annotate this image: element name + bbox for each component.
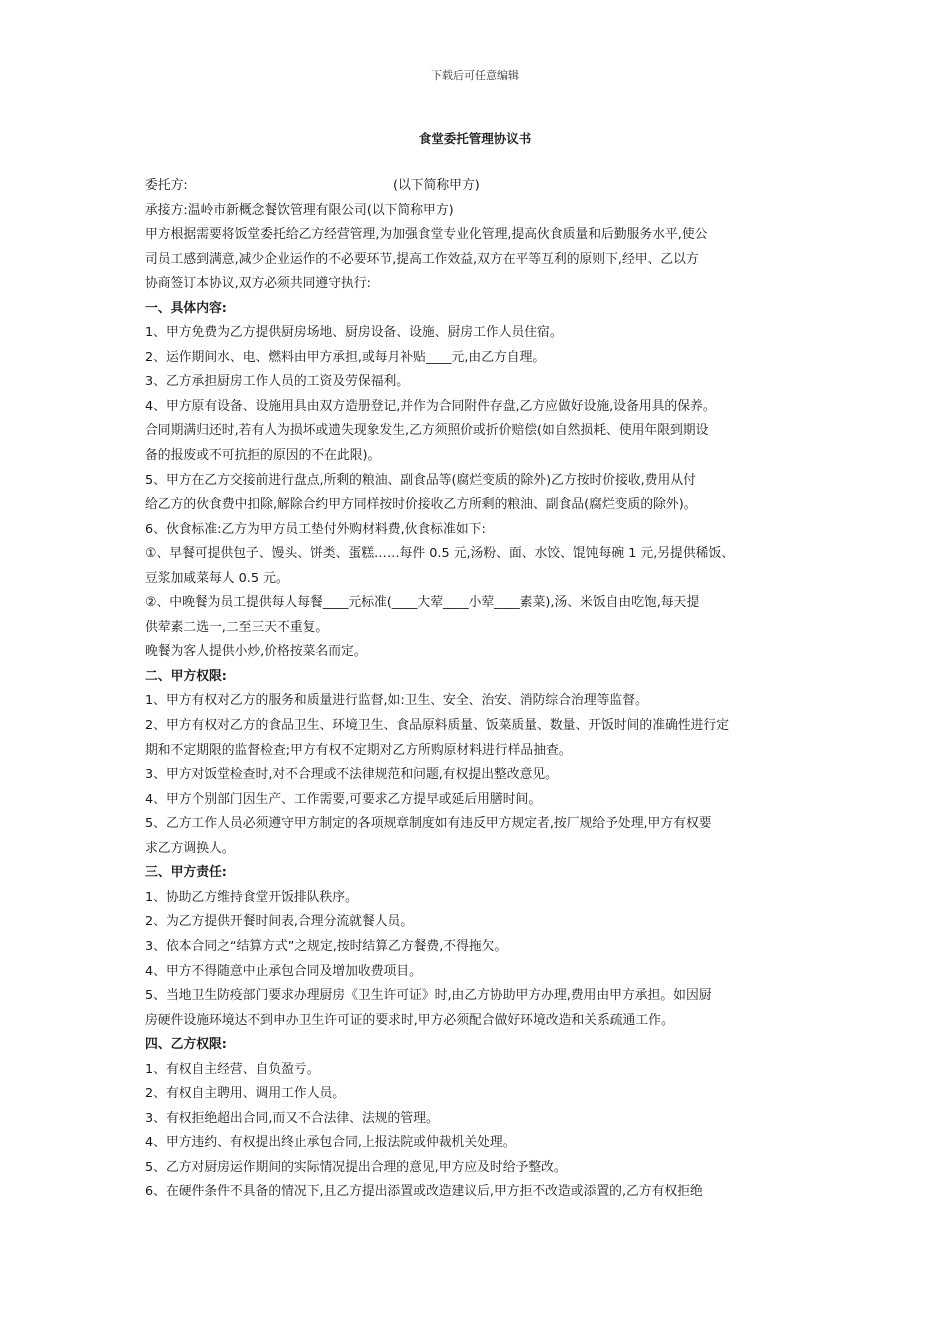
paragraph-line: 3、依本合同之“结算方式”之规定,按时结算乙方餐费,不得拖欠。 (145, 938, 508, 954)
paragraph-line: 房硬件设施环境达不到申办卫生许可证的要求时,甲方必须配合做好环境改造和关系疏通工作。 (145, 1012, 674, 1028)
paragraph-line: 供荤素二选一,二至三天不重复。 (145, 619, 329, 635)
paragraph-line: 3、甲方对饭堂检查时,对不合理或不法律规范和问题,有权提出整改意见。 (145, 767, 558, 783)
section-heading: 四、乙方权限: (145, 1037, 227, 1053)
client-note: (以下简称甲方) (393, 178, 480, 193)
header-note: 下载后可任意编辑 (431, 69, 519, 82)
paragraph-line: 6、伙食标准:乙方为甲方员工垫付外购材料费,伙食标准如下: (145, 521, 486, 537)
paragraph-line: 5、甲方在乙方交接前进行盘点,所剩的粮油、副食品等(腐烂变质的除外)乙方按时价接收,费用从付 (145, 472, 696, 488)
paragraph-line: 2、为乙方提供开餐时间表,合理分流就餐人员。 (145, 914, 414, 930)
paragraph-line: 1、甲方有权对乙方的服务和质量进行监督,如:卫生、安全、治安、消防综合治理等监督。 (145, 693, 648, 709)
paragraph-line: 5、乙方对厨房运作期间的实际情况提出合理的意见,甲方应及时给予整改。 (145, 1159, 567, 1175)
paragraph-line: 1、有权自主经营、自负盈亏。 (145, 1061, 320, 1077)
paragraph-line: 4、甲方不得随意中止承包合同及增加收费项目。 (145, 963, 422, 979)
paragraph-line: 5、当地卫生防疫部门要求办理厨房《卫生许可证》时,由乙方协助甲方办理,费用由甲方承担。如因厨 (145, 988, 712, 1004)
paragraph-line: 求乙方调换人。 (145, 840, 235, 856)
client-label: 委托方: (145, 178, 188, 193)
paragraph-line: 期和不定期限的监督检查;甲方有权不定期对乙方所购原材料进行样品抽查。 (145, 742, 572, 758)
paragraph-line: 司员工感到满意,减少企业运作的不必要环节,提高工作效益,双方在平等互利的原则下,经甲、乙以方 (145, 251, 699, 267)
paragraph-line: 晚餐为客人提供小炒,价格按菜名而定。 (145, 644, 367, 660)
paragraph-line: 1、协助乙方维持食堂开饭排队秩序。 (145, 889, 358, 905)
section-heading: 三、甲方责任: (145, 865, 227, 881)
client-line (145, 174, 810, 199)
paragraph-line: 4、甲方违约、有权提出终止承包合同,上报法院或仲裁机关处理。 (145, 1135, 516, 1151)
document-body (145, 174, 810, 1205)
paragraph-line: 甲方根据需要将饭堂委托给乙方经营管理,为加强食堂专业化管理,提高伙食质量和后勤服务水平,使公 (145, 227, 708, 243)
paragraph-line: 给乙方的伙食费中扣除,解除合约甲方同样按时价接收乙方所剩的粮油、副食品(腐烂变质的除外)。 (145, 497, 697, 513)
paragraph-line: 4、甲方个别部门因生产、工作需要,可要求乙方提早或延后用膳时间。 (145, 791, 542, 807)
paragraph-line: 6、在硬件条件不具备的情况下,且乙方提出添置或改造建议后,甲方拒不改造或添置的,乙方有权拒绝 (145, 1184, 703, 1200)
paragraph-line: 3、乙方承担厨房工作人员的工资及劳保福利。 (145, 374, 410, 390)
paragraph-line: 协商签订本协议,双方必须共同遵守执行: (145, 276, 371, 292)
paragraph-line: 1、甲方免费为乙方提供厨房场地、厨房设备、设施、厨房工作人员住宿。 (145, 325, 563, 341)
paragraph-line: ②、中晚餐为员工提供每人每餐____元标准(____大荤____小荤____素菜),汤、米饭自由吃饱,每天提 (145, 595, 700, 611)
paragraph-line: 2、甲方有权对乙方的食品卫生、环境卫生、食品原料质量、饭菜质量、数量、开饭时间的准确性进行定 (145, 718, 730, 734)
paragraph-line: 3、有权拒绝超出合同,而又不合法律、法规的管理。 (145, 1110, 439, 1126)
paragraph-line: 备的报废或不可抗拒的原因的不在此限)。 (145, 448, 381, 464)
paragraph-line: ①、早餐可提供包子、馒头、饼类、蛋糕……每件 0.5 元,汤粉、面、水饺、馄饨每碗 1 元,另提供稀饭、 (145, 546, 735, 562)
paragraph-line: 合同期满归还时,若有人为损坏或遗失现象发生,乙方须照价或折价赔偿(如自然损耗、使用年限到期设 (145, 423, 709, 439)
document-title: 食堂委托管理协议书 (418, 131, 532, 146)
paragraph-line: 承接方:温岭市新概念餐饮管理有限公司(以下简称甲方) (145, 202, 454, 218)
paragraph-line: 豆浆加咸菜每人 0.5 元。 (145, 570, 289, 586)
section-heading: 一、具体内容: (145, 300, 227, 316)
paragraph-line: 4、甲方原有设备、设施用具由双方造册登记,并作为合同附件存盘,乙方应做好设施,设备用具的保养。 (145, 398, 716, 414)
section-heading: 二、甲方权限: (145, 668, 227, 684)
paragraph-line: 2、运作期间水、电、燃料由甲方承担,或每月补贴____元,由乙方自理。 (145, 349, 546, 365)
paragraph-line: 5、乙方工作人员必须遵守甲方制定的各项规章制度如有违反甲方规定者,按厂规给予处理,甲方有权要 (145, 816, 712, 832)
paragraph-line: 2、有权自主聘用、调用工作人员。 (145, 1086, 346, 1102)
